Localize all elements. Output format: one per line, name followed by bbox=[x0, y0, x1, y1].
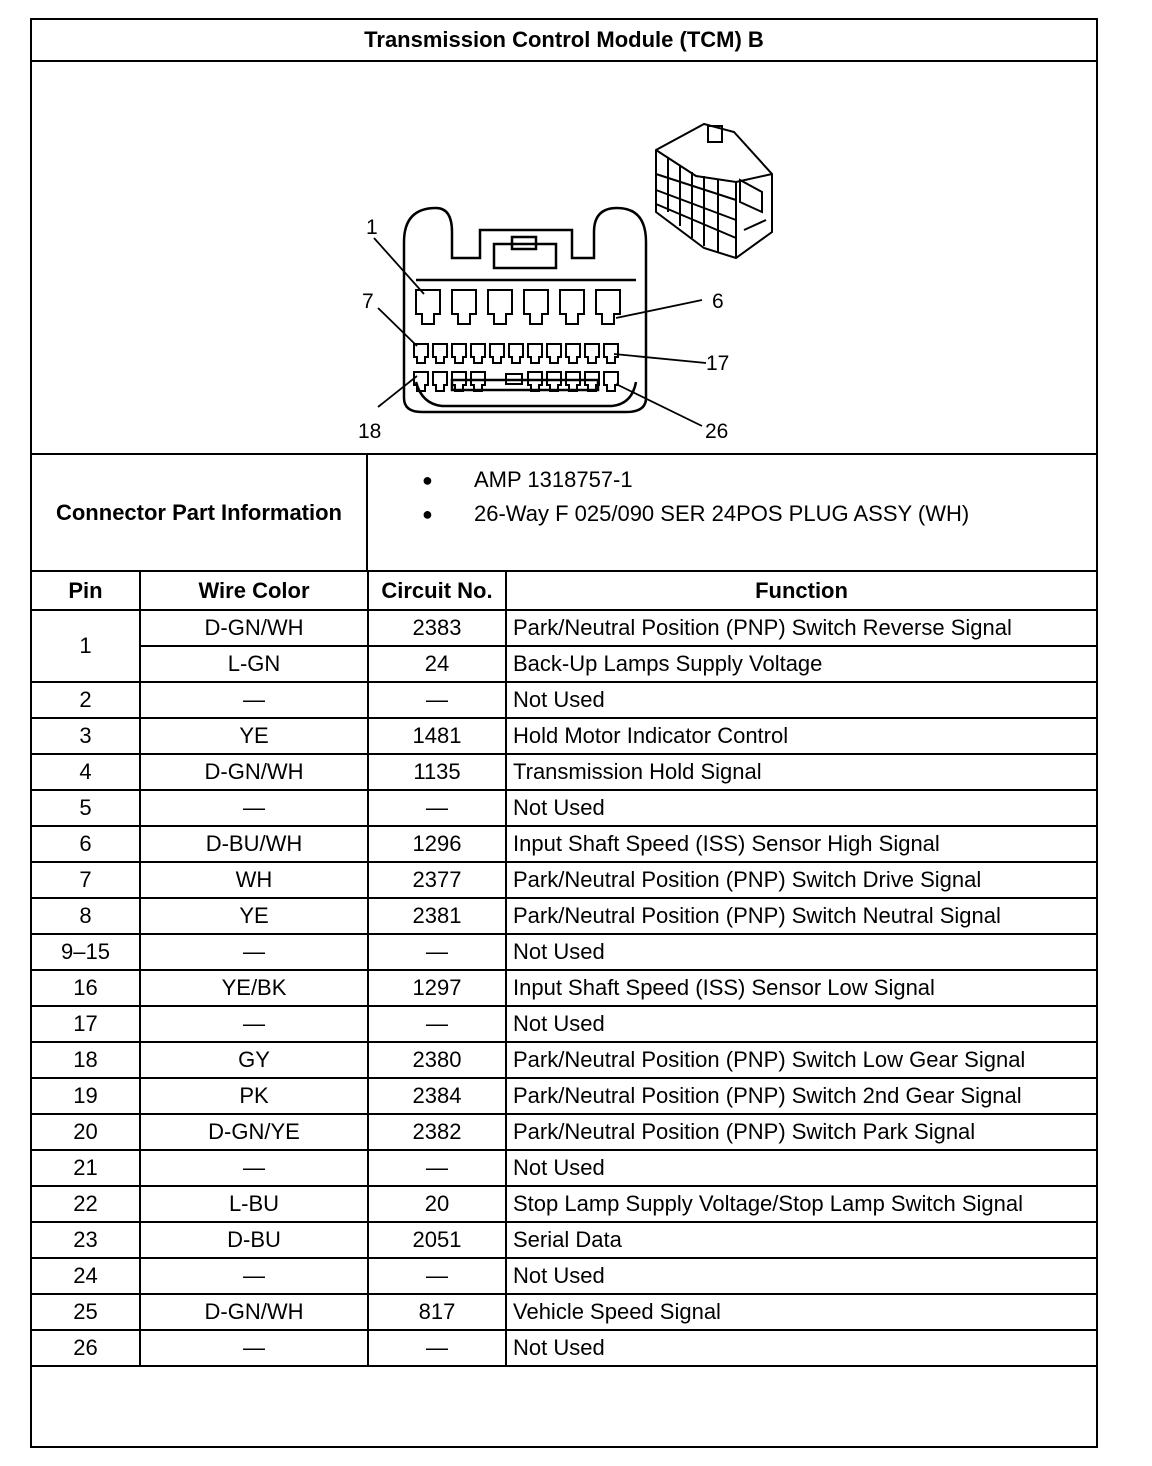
function-cell: Park/Neutral Position (PNP) Switch Park Signal bbox=[506, 1114, 1096, 1150]
wire-color-cell: YE bbox=[140, 718, 368, 754]
connector-end-view-sheet bbox=[30, 18, 1098, 1448]
callout-pin-17: 17 bbox=[706, 352, 730, 375]
callout-pin-7: 7 bbox=[362, 290, 374, 313]
wire-color-cell: — bbox=[140, 790, 368, 826]
circuit-cell: — bbox=[368, 934, 506, 970]
function-cell: Park/Neutral Position (PNP) Switch Low Gear Signal bbox=[506, 1042, 1096, 1078]
pin-cell: 18 bbox=[32, 1042, 140, 1078]
table-row bbox=[32, 1258, 1096, 1294]
wire-color-cell: D-BU bbox=[140, 1222, 368, 1258]
connector-isometric-icon bbox=[656, 124, 772, 258]
circuit-cell: 2051 bbox=[368, 1222, 506, 1258]
header-circuit-no: Circuit No. bbox=[368, 572, 506, 610]
wire-color-cell: D-GN/YE bbox=[140, 1114, 368, 1150]
pinout-table bbox=[32, 572, 1096, 1367]
circuit-cell: — bbox=[368, 1258, 506, 1294]
table-row bbox=[32, 826, 1096, 862]
circuit-cell: 2377 bbox=[368, 862, 506, 898]
table-row bbox=[32, 754, 1096, 790]
connector-part-info-list: ● AMP 1318757-1 ● 26-Way F 025/090 SER 24POS PLUG ASSY (WH) bbox=[368, 455, 1096, 570]
connector-part-info bbox=[32, 455, 1096, 572]
pin-cell: 2 bbox=[32, 682, 140, 718]
table-row bbox=[32, 1006, 1096, 1042]
function-cell: Vehicle Speed Signal bbox=[506, 1294, 1096, 1330]
pin-cell: 8 bbox=[32, 898, 140, 934]
function-cell: Stop Lamp Supply Voltage/Stop Lamp Switch Signal bbox=[506, 1186, 1096, 1222]
connector-part-info-label: Connector Part Information bbox=[32, 455, 368, 570]
wire-color-cell: — bbox=[140, 1330, 368, 1366]
wire-color-cell: WH bbox=[140, 862, 368, 898]
circuit-cell: — bbox=[368, 1006, 506, 1042]
wire-color-cell: L-GN bbox=[140, 646, 368, 682]
pin-cell: 9–15 bbox=[32, 934, 140, 970]
pin-cell: 20 bbox=[32, 1114, 140, 1150]
connector-face-drawing bbox=[32, 62, 1096, 453]
pin-cell: 25 bbox=[32, 1294, 140, 1330]
connector-diagram bbox=[32, 62, 1096, 455]
header-pin: Pin bbox=[32, 572, 140, 610]
circuit-cell: — bbox=[368, 1330, 506, 1366]
wire-color-cell: GY bbox=[140, 1042, 368, 1078]
function-cell: Input Shaft Speed (ISS) Sensor Low Signal bbox=[506, 970, 1096, 1006]
pin-cell: 5 bbox=[32, 790, 140, 826]
table-row bbox=[32, 718, 1096, 754]
function-cell: Not Used bbox=[506, 1150, 1096, 1186]
wire-color-cell: — bbox=[140, 1258, 368, 1294]
function-cell: Input Shaft Speed (ISS) Sensor High Signal bbox=[506, 826, 1096, 862]
circuit-cell: 24 bbox=[368, 646, 506, 682]
pin-cell: 4 bbox=[32, 754, 140, 790]
table-row bbox=[32, 682, 1096, 718]
callout-pin-1: 1 bbox=[366, 216, 378, 239]
wire-color-cell: YE bbox=[140, 898, 368, 934]
wire-color-cell: D-GN/WH bbox=[140, 754, 368, 790]
function-cell: Not Used bbox=[506, 1258, 1096, 1294]
wire-color-cell: D-BU/WH bbox=[140, 826, 368, 862]
table-row bbox=[32, 862, 1096, 898]
pin-cell: 6 bbox=[32, 826, 140, 862]
circuit-cell: 2380 bbox=[368, 1042, 506, 1078]
pin-cell: 22 bbox=[32, 1186, 140, 1222]
table-row bbox=[32, 1042, 1096, 1078]
header-wire-color: Wire Color bbox=[140, 572, 368, 610]
table-row bbox=[32, 970, 1096, 1006]
circuit-cell: 2384 bbox=[368, 1078, 506, 1114]
page-title: Transmission Control Module (TCM) B bbox=[32, 20, 1096, 62]
wire-color-cell: — bbox=[140, 934, 368, 970]
bullet-icon: ● bbox=[422, 470, 433, 490]
function-cell: Not Used bbox=[506, 1006, 1096, 1042]
function-cell: Hold Motor Indicator Control bbox=[506, 718, 1096, 754]
function-cell: Park/Neutral Position (PNP) Switch Reverse Signal bbox=[506, 610, 1096, 646]
circuit-cell: 2382 bbox=[368, 1114, 506, 1150]
circuit-cell: 1481 bbox=[368, 718, 506, 754]
function-cell: Serial Data bbox=[506, 1222, 1096, 1258]
table-row bbox=[32, 898, 1096, 934]
function-cell: Not Used bbox=[506, 934, 1096, 970]
table-row bbox=[32, 790, 1096, 826]
wire-color-cell: D-GN/WH bbox=[140, 1294, 368, 1330]
pin-cell: 1 bbox=[32, 610, 140, 682]
pin-cell: 21 bbox=[32, 1150, 140, 1186]
table-header-row bbox=[32, 572, 1096, 610]
function-cell: Back-Up Lamps Supply Voltage bbox=[506, 646, 1096, 682]
circuit-cell: 2383 bbox=[368, 610, 506, 646]
header-function: Function bbox=[506, 572, 1096, 610]
pin-cell: 7 bbox=[32, 862, 140, 898]
wire-color-cell: — bbox=[140, 1006, 368, 1042]
function-cell: Not Used bbox=[506, 682, 1096, 718]
table-row bbox=[32, 646, 1096, 682]
circuit-cell: 1297 bbox=[368, 970, 506, 1006]
table-row bbox=[32, 1186, 1096, 1222]
pin-cell: 3 bbox=[32, 718, 140, 754]
function-cell: Not Used bbox=[506, 1330, 1096, 1366]
pin-cell: 24 bbox=[32, 1258, 140, 1294]
callout-pin-18: 18 bbox=[358, 420, 382, 443]
wire-color-cell: YE/BK bbox=[140, 970, 368, 1006]
table-row bbox=[32, 934, 1096, 970]
function-cell: Park/Neutral Position (PNP) Switch 2nd Gear Signal bbox=[506, 1078, 1096, 1114]
function-cell: Park/Neutral Position (PNP) Switch Neutral Signal bbox=[506, 898, 1096, 934]
circuit-cell: 817 bbox=[368, 1294, 506, 1330]
table-row bbox=[32, 610, 1096, 646]
circuit-cell: 1296 bbox=[368, 826, 506, 862]
wire-color-cell: — bbox=[140, 682, 368, 718]
table-row bbox=[32, 1222, 1096, 1258]
pin-cell: 26 bbox=[32, 1330, 140, 1366]
callout-pin-26: 26 bbox=[705, 420, 729, 443]
function-cell: Transmission Hold Signal bbox=[506, 754, 1096, 790]
callout-pin-6: 6 bbox=[712, 290, 724, 313]
circuit-cell: 2381 bbox=[368, 898, 506, 934]
circuit-cell: 1135 bbox=[368, 754, 506, 790]
circuit-cell: 20 bbox=[368, 1186, 506, 1222]
table-row bbox=[32, 1330, 1096, 1366]
pin-cell: 19 bbox=[32, 1078, 140, 1114]
table-row bbox=[32, 1078, 1096, 1114]
circuit-cell: — bbox=[368, 682, 506, 718]
table-row bbox=[32, 1114, 1096, 1150]
table-row bbox=[32, 1294, 1096, 1330]
pin-cell: 17 bbox=[32, 1006, 140, 1042]
pin-cell: 23 bbox=[32, 1222, 140, 1258]
circuit-cell: — bbox=[368, 1150, 506, 1186]
bullet-icon: ● bbox=[422, 504, 433, 524]
wire-color-cell: L-BU bbox=[140, 1186, 368, 1222]
wire-color-cell: D-GN/WH bbox=[140, 610, 368, 646]
function-cell: Not Used bbox=[506, 790, 1096, 826]
wire-color-cell: PK bbox=[140, 1078, 368, 1114]
circuit-cell: — bbox=[368, 790, 506, 826]
wire-color-cell: — bbox=[140, 1150, 368, 1186]
table-row bbox=[32, 1150, 1096, 1186]
pin-cell: 16 bbox=[32, 970, 140, 1006]
function-cell: Park/Neutral Position (PNP) Switch Drive Signal bbox=[506, 862, 1096, 898]
